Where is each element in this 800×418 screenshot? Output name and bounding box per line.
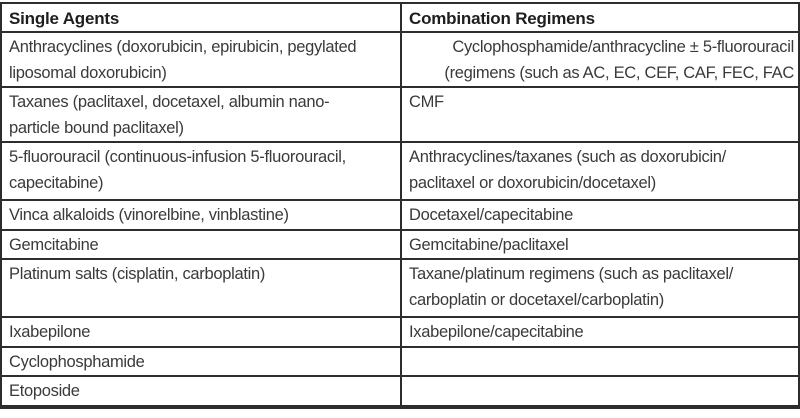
table-row [1, 230, 799, 260]
cell-single-cyclophosphamide [1, 347, 401, 377]
cell-single-gemcitabine [1, 230, 401, 260]
cell-line: Gemcitabine [9, 235, 99, 254]
cell-single-taxanes [1, 87, 401, 142]
cell-line: Ixabepilone [9, 323, 91, 341]
cell-combination-anthracyclines-taxanes [401, 142, 799, 200]
cell-line: paclitaxel or doxorubicin/docetaxel) [409, 173, 656, 192]
cell-line: Anthracyclines (doxorubicin, epirubicin, pegylated [9, 38, 357, 56]
cell-line: Ixabepilone/capecitabine [409, 323, 584, 341]
cell-line: carboplatin or docetaxel/carboplatin) [409, 290, 664, 309]
cell-line: capecitabine) [9, 173, 104, 192]
table-row [1, 142, 799, 200]
header-combination-regimens: Combination Regimens [401, 3, 799, 32]
cell-single-platinum-salts [1, 259, 401, 317]
cell-line: CMF [409, 93, 444, 111]
cell-single-anthracyclines [1, 32, 401, 87]
cell-combination-docetaxel-capecitabine [401, 200, 799, 230]
cell-combination-empty [401, 347, 799, 377]
cell-single-vinca-alkaloids [1, 200, 401, 230]
cell-combination-ixabepilone-capecitabine [401, 317, 799, 347]
cell-line: Etoposide [9, 382, 80, 400]
cell-line: Cyclophosphamide [9, 352, 145, 371]
cell-combination-taxane-platinum [401, 259, 799, 317]
cell-line: Cyclophosphamide/anthracycline ± 5-fluorouracil [452, 38, 794, 56]
table-row [1, 347, 799, 377]
cell-combination-empty [401, 376, 799, 407]
cell-line: Docetaxel/capecitabine [409, 206, 574, 224]
table-row [1, 259, 799, 317]
table-row [1, 200, 799, 230]
cell-single-etoposide [1, 376, 401, 407]
cell-line: 5-fluorouracil (continuous-infusion 5-fluorouracil, [9, 148, 346, 166]
cell-line: Vinca alkaloids (vinorelbine, vinblastine) [9, 206, 289, 224]
table-row [1, 87, 799, 142]
cell-line: Anthracyclines/taxanes (such as doxorubicin/ [409, 148, 726, 166]
cell-line: particle bound paclitaxel) [9, 118, 184, 137]
header-single-agents: Single Agents [1, 3, 401, 32]
table-row [1, 32, 799, 87]
chemotherapy-agents-table-container [0, 2, 800, 409]
cell-single-ixabepilone [1, 317, 401, 347]
cell-line: Taxane/platinum regimens (such as paclitaxel/ [409, 265, 734, 283]
header-row [1, 3, 799, 32]
cell-line: liposomal doxorubicin) [9, 63, 167, 82]
cell-line: Platinum salts (cisplatin, carboplatin) [9, 265, 266, 283]
cell-combination-cyclophosphamide-anthracycline [401, 32, 799, 87]
table-row [1, 317, 799, 347]
chemotherapy-agents-table [0, 2, 800, 409]
table-row [1, 376, 799, 407]
cell-line: (regimens (such as AC, EC, CEF, CAF, FEC, FAC [444, 63, 794, 82]
cell-line: Taxanes (paclitaxel, docetaxel, albumin nano- [9, 93, 330, 111]
cell-combination-gemcitabine-paclitaxel [401, 230, 799, 260]
cell-single-5-fluorouracil [1, 142, 401, 200]
cell-line: Gemcitabine/paclitaxel [409, 235, 569, 254]
cell-combination-cmf [401, 87, 799, 142]
